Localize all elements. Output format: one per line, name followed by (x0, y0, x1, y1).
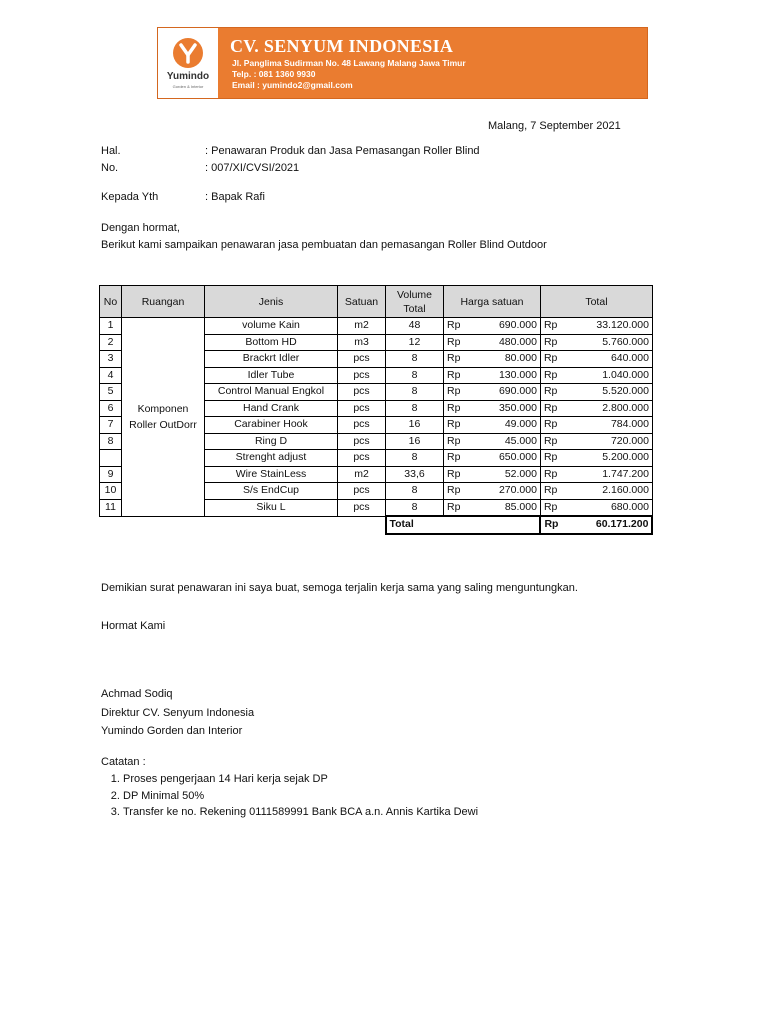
cell-no: 1 (100, 318, 122, 335)
cell-harga: 270.000 (463, 483, 540, 500)
cell-satuan: pcs (338, 384, 386, 401)
header-satuan: Satuan (338, 286, 386, 318)
cell-total-currency: Rp (540, 400, 561, 417)
cell-harga-currency: Rp (444, 384, 464, 401)
greeting: Dengan hormat, (101, 222, 180, 234)
cell-total: 2.160.000 (561, 483, 652, 500)
signer-company: Yumindo Gorden dan Interior (101, 725, 243, 737)
cell-jenis: Idler Tube (205, 367, 338, 384)
notes-title: Catatan : (101, 756, 146, 768)
cell-satuan: m3 (338, 334, 386, 351)
cell-harga-currency: Rp (444, 334, 464, 351)
cell-jenis: volume Kain (205, 318, 338, 335)
cell-satuan: pcs (338, 417, 386, 434)
cell-total-currency: Rp (540, 483, 561, 500)
cell-no: 5 (100, 384, 122, 401)
cell-total: 5.200.000 (561, 450, 652, 467)
cell-harga-currency: Rp (444, 367, 464, 384)
cell-harga-currency: Rp (444, 466, 464, 483)
cell-volume: 8 (386, 483, 444, 500)
cell-total-currency: Rp (540, 433, 561, 450)
cell-volume: 8 (386, 384, 444, 401)
company-name: CV. SENYUM INDONESIA (230, 36, 454, 56)
cell-total-currency: Rp (540, 499, 561, 516)
header-volume (386, 286, 444, 318)
cell-jenis: Ring D (205, 433, 338, 450)
cell-total: 2.800.000 (561, 400, 652, 417)
cell-jenis: Siku L (205, 499, 338, 516)
cell-no (100, 450, 122, 467)
cell-harga-currency: Rp (444, 417, 464, 434)
cell-satuan: pcs (338, 499, 386, 516)
grand-total: 60.171.200 (561, 516, 652, 534)
regards: Hormat Kami (101, 620, 166, 632)
letterhead (157, 27, 648, 99)
cell-no: 6 (100, 400, 122, 417)
cell-jenis: Bottom HD (205, 334, 338, 351)
cell-total: 680.000 (561, 499, 652, 516)
cell-satuan: pcs (338, 483, 386, 500)
logo-tagline: Gorden & Interior (172, 84, 204, 89)
cell-volume: 12 (386, 334, 444, 351)
quotation-table (99, 285, 653, 535)
cell-harga: 650.000 (463, 450, 540, 467)
cell-total-currency: Rp (540, 384, 561, 401)
cell-total: 640.000 (561, 351, 652, 368)
header-volume-line2: Total (403, 302, 426, 315)
signer-name: Achmad Sodiq (101, 688, 173, 700)
cell-jenis: Brackrt Idler (205, 351, 338, 368)
letter-date: Malang, 7 September 2021 (488, 120, 621, 132)
no-label: No. (101, 162, 119, 174)
hal-value: : Penawaran Produk dan Jasa Pemasangan Roller Blind (205, 145, 480, 157)
cell-satuan: m2 (338, 318, 386, 335)
cell-no: 4 (100, 367, 122, 384)
cell-harga-currency: Rp (444, 351, 464, 368)
header-volume-line1: Volume (396, 288, 433, 301)
cell-volume: 48 (386, 318, 444, 335)
note-item: 3. Transfer ke no. Rekening 0111589991 Bank BCA a.n. Annis Kartika Dewi (123, 804, 478, 821)
note-item: 1. Proses pengerjaan 14 Hari kerja sejak DP (123, 771, 478, 788)
total-spacer (100, 516, 386, 534)
note-item: 2. DP Minimal 50% (123, 788, 478, 805)
signer-title: Direktur CV. Senyum Indonesia (101, 707, 255, 719)
cell-harga-currency: Rp (444, 318, 464, 335)
cell-harga: 52.000 (463, 466, 540, 483)
total-label: Total (386, 516, 541, 534)
cell-total: 784.000 (561, 417, 652, 434)
cell-satuan: pcs (338, 433, 386, 450)
cell-jenis: Strenght adjust (205, 450, 338, 467)
cell-satuan: m2 (338, 466, 386, 483)
cell-total-currency: Rp (540, 466, 561, 483)
logo-wordmark: Yumindo (166, 71, 210, 82)
cell-total: 5.760.000 (561, 334, 652, 351)
recipient-label: Kepada Yth (101, 191, 159, 203)
cell-satuan: pcs (338, 351, 386, 368)
cell-no: 7 (100, 417, 122, 434)
cell-harga: 480.000 (463, 334, 540, 351)
ruangan-line2: Roller OutDorr (129, 418, 197, 431)
header-total: Total (540, 286, 652, 318)
cell-jenis: Wire StainLess (205, 466, 338, 483)
company-address: Jl. Panglima Sudirman No. 48 Lawang Malang Jawa Timur (232, 58, 466, 68)
cell-harga-currency: Rp (444, 450, 464, 467)
cell-no: 9 (100, 466, 122, 483)
cell-harga: 690.000 (463, 384, 540, 401)
no-value: : 007/XI/CVSI/2021 (205, 162, 300, 174)
cell-satuan: pcs (338, 400, 386, 417)
cell-total: 720.000 (561, 433, 652, 450)
cell-jenis: Carabiner Hook (205, 417, 338, 434)
cell-volume: 8 (386, 499, 444, 516)
cell-volume: 8 (386, 450, 444, 467)
cell-total-currency: Rp (540, 351, 561, 368)
cell-volume: 8 (386, 351, 444, 368)
cell-harga: 85.000 (463, 499, 540, 516)
table-header-row (100, 286, 653, 318)
yumindo-logo-icon (173, 38, 203, 68)
cell-volume: 16 (386, 433, 444, 450)
notes-list (99, 771, 478, 821)
cell-no: 8 (100, 433, 122, 450)
closing-text: Demikian surat penawaran ini saya buat, semoga terjalin kerja sama yang saling menguntungkan. (101, 582, 578, 594)
cell-volume: 16 (386, 417, 444, 434)
company-logo (158, 28, 218, 98)
cell-no: 2 (100, 334, 122, 351)
cell-no: 10 (100, 483, 122, 500)
cell-jenis: Control Manual Engkol (205, 384, 338, 401)
cell-satuan: pcs (338, 450, 386, 467)
cell-harga: 49.000 (463, 417, 540, 434)
cell-satuan: pcs (338, 367, 386, 384)
cell-total-currency: Rp (540, 318, 561, 335)
grand-total-currency: Rp (540, 516, 561, 534)
cell-total-currency: Rp (540, 417, 561, 434)
cell-volume: 33,6 (386, 466, 444, 483)
cell-volume: 8 (386, 400, 444, 417)
ruangan-line1: Komponen (137, 402, 189, 415)
cell-total: 1.747.200 (561, 466, 652, 483)
hal-label: Hal. (101, 145, 121, 157)
cell-harga-currency: Rp (444, 499, 464, 516)
recipient-value: : Bapak Rafi (205, 191, 265, 203)
company-email: Email : yumindo2@gmail.com (232, 80, 353, 90)
cell-harga-currency: Rp (444, 483, 464, 500)
cell-harga: 80.000 (463, 351, 540, 368)
cell-ruangan (122, 318, 205, 517)
cell-jenis: Hand Crank (205, 400, 338, 417)
company-phone: Telp. : 081 1360 9930 (232, 69, 316, 79)
cell-harga-currency: Rp (444, 433, 464, 450)
header-harga: Harga satuan (444, 286, 541, 318)
cell-total-currency: Rp (540, 367, 561, 384)
cell-total-currency: Rp (540, 450, 561, 467)
total-row (100, 516, 653, 534)
cell-total: 33.120.000 (561, 318, 652, 335)
header-jenis: Jenis (205, 286, 338, 318)
cell-harga-currency: Rp (444, 400, 464, 417)
cell-harga: 350.000 (463, 400, 540, 417)
cell-total: 5.520.000 (561, 384, 652, 401)
cell-harga: 130.000 (463, 367, 540, 384)
cell-harga: 690.000 (463, 318, 540, 335)
intro-text: Berikut kami sampaikan penawaran jasa pembuatan dan pemasangan Roller Blind Outdoor (101, 239, 547, 251)
table-row (100, 318, 653, 335)
cell-no: 11 (100, 499, 122, 516)
cell-jenis: S/s EndCup (205, 483, 338, 500)
cell-no: 3 (100, 351, 122, 368)
cell-harga: 45.000 (463, 433, 540, 450)
cell-total-currency: Rp (540, 334, 561, 351)
cell-total: 1.040.000 (561, 367, 652, 384)
header-no: No (100, 286, 122, 318)
cell-volume: 8 (386, 367, 444, 384)
header-ruangan: Ruangan (122, 286, 205, 318)
